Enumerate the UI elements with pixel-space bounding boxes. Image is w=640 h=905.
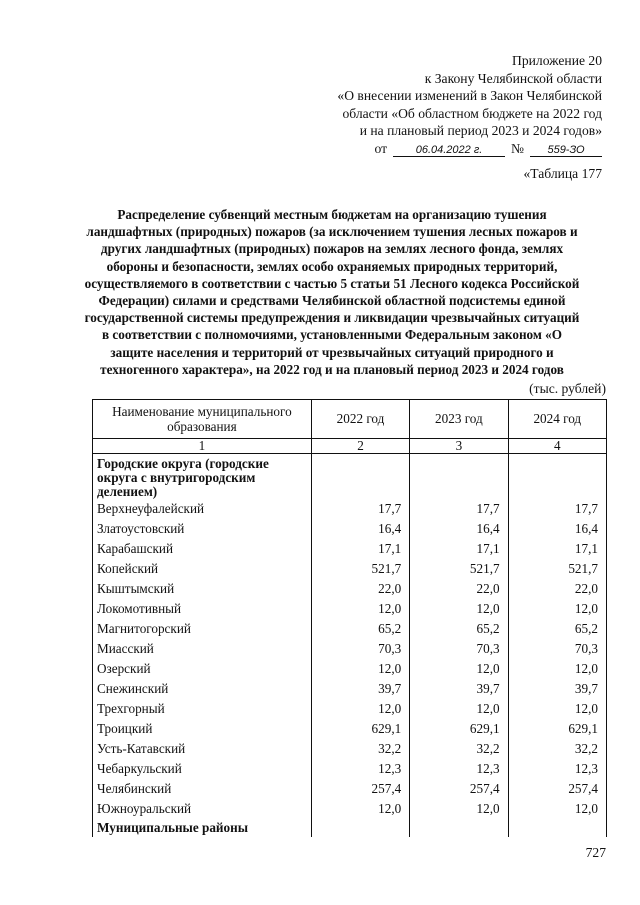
value-2023: 12,0	[410, 659, 508, 679]
value-2024: 629,1	[508, 719, 606, 739]
value-2022: 22,0	[311, 579, 409, 599]
units-label: (тыс. рублей)	[529, 381, 606, 396]
value-2023: 12,3	[410, 759, 508, 779]
value-2024: 12,0	[508, 659, 606, 679]
value-2024: 16,4	[508, 519, 606, 539]
municipality-name: Усть-Катавский	[93, 739, 312, 759]
municipality-name: Карабашский	[93, 539, 312, 559]
appendix-header	[337, 52, 602, 157]
value-2023: 32,2	[410, 739, 508, 759]
value-2023: 16,4	[410, 519, 508, 539]
table-row	[93, 719, 607, 739]
table-row	[93, 639, 607, 659]
value-2024: 70,3	[508, 639, 606, 659]
value-2024: 32,2	[508, 739, 606, 759]
value-2022: 39,7	[311, 679, 409, 699]
value-2023: 12,0	[410, 699, 508, 719]
page-number: 727	[585, 845, 606, 860]
value-2022: 16,4	[311, 519, 409, 539]
column-number: 1	[93, 439, 312, 454]
table-row	[93, 679, 607, 699]
section-row-urban	[93, 454, 607, 500]
table-row	[93, 759, 607, 779]
municipality-name: Златоустовский	[93, 519, 312, 539]
table-row	[93, 499, 607, 519]
from-label: от	[374, 140, 388, 156]
table-row	[93, 619, 607, 639]
value-2024: 65,2	[508, 619, 606, 639]
section-title: Муниципальные районы	[93, 819, 312, 837]
column-number: 3	[410, 439, 508, 454]
municipality-name: Миасский	[93, 639, 312, 659]
value-2024: 257,4	[508, 779, 606, 799]
value-2022: 521,7	[311, 559, 409, 579]
value-2024: 12,3	[508, 759, 606, 779]
column-header-name: Наименование муниципального образования	[93, 400, 312, 439]
value-2024: 17,7	[508, 499, 606, 519]
table-row	[93, 739, 607, 759]
document-title: Распределение субвенций местным бюджетам на организацию тушения ландшафтных (природных) пожаров (за исключением тушения лесных пожаров и других ландшафтных (природных) пожаров на землях лесного фонда, землях обороны и безопасности, землях особо охраняемых природных территорий, осуществляемого в соответствии с частью 5 статьи 51 Лесного кодекса Российской Федерации) силами и средствами Челябинской областной подсистемы единой государственной системы предупреждения и ликвидации чрезвычайных ситуаций в соответствии с полномочиями, установленными Федеральным законом «О защите населения и территорий от чрезвычайных ситуаций природного и техногенного характера», на 2022 год и на плановый период 2023 и 2024 годов	[84, 207, 580, 377]
table-body	[93, 454, 607, 838]
table-row	[93, 539, 607, 559]
table-row	[93, 519, 607, 539]
value-2023: 70,3	[410, 639, 508, 659]
column-number: 2	[311, 439, 409, 454]
header-line: области «Об областном бюджете на 2022 год	[342, 105, 602, 121]
law-number: 559-ЗО	[530, 144, 602, 157]
value-2022: 629,1	[311, 719, 409, 739]
municipality-name: Магнитогорский	[93, 619, 312, 639]
value-2024: 17,1	[508, 539, 606, 559]
municipality-name: Озерский	[93, 659, 312, 679]
column-header-2023: 2023 год	[410, 400, 508, 439]
municipality-name: Трехгорный	[93, 699, 312, 719]
value-2024: 39,7	[508, 679, 606, 699]
section-title: Городские округа (городские округа с внутригородским делением)	[93, 454, 312, 500]
municipality-name: Копейский	[93, 559, 312, 579]
municipality-name: Челябинский	[93, 779, 312, 799]
value-2023: 12,0	[410, 799, 508, 819]
table-row	[93, 659, 607, 679]
table-row	[93, 699, 607, 719]
value-2022: 12,0	[311, 699, 409, 719]
value-2023: 12,0	[410, 599, 508, 619]
value-2022: 17,7	[311, 499, 409, 519]
value-2023: 22,0	[410, 579, 508, 599]
value-2023: 39,7	[410, 679, 508, 699]
header-line: Приложение 20	[512, 53, 602, 68]
value-2022: 32,2	[311, 739, 409, 759]
value-2023: 521,7	[410, 559, 508, 579]
municipality-name: Южноуральский	[93, 799, 312, 819]
value-2022: 257,4	[311, 779, 409, 799]
value-2023: 257,4	[410, 779, 508, 799]
value-2022: 65,2	[311, 619, 409, 639]
municipality-name: Верхнеуфалейский	[93, 499, 312, 519]
value-2023: 17,7	[410, 499, 508, 519]
column-number-row	[93, 439, 607, 454]
value-2022: 12,0	[311, 599, 409, 619]
table-row	[93, 599, 607, 619]
signature-line	[337, 140, 602, 158]
value-2022: 12,0	[311, 799, 409, 819]
value-2024: 521,7	[508, 559, 606, 579]
number-label: №	[511, 140, 524, 156]
value-2022: 17,1	[311, 539, 409, 559]
value-2022: 12,0	[311, 659, 409, 679]
subsidies-table	[92, 399, 607, 837]
table-row	[93, 559, 607, 579]
table-label: «Таблица 177	[523, 166, 602, 181]
municipality-name: Кыштымский	[93, 579, 312, 599]
table-row	[93, 579, 607, 599]
table-header-row	[93, 400, 607, 439]
table-row	[93, 779, 607, 799]
header-line: и на плановый период 2023 и 2024 годов»	[359, 123, 602, 138]
header-line: к Закону Челябинской области	[424, 70, 602, 86]
municipality-name: Локомотивный	[93, 599, 312, 619]
value-2023: 629,1	[410, 719, 508, 739]
municipality-name: Чебаркульский	[93, 759, 312, 779]
section-row-districts	[93, 819, 607, 837]
table-row	[93, 799, 607, 819]
value-2024: 12,0	[508, 699, 606, 719]
value-2023: 65,2	[410, 619, 508, 639]
column-header-2022: 2022 год	[311, 400, 409, 439]
column-header-2024: 2024 год	[508, 400, 606, 439]
value-2023: 17,1	[410, 539, 508, 559]
municipality-name: Снежинский	[93, 679, 312, 699]
column-number: 4	[508, 439, 606, 454]
header-line: «О внесении изменений в Закон Челябинской	[337, 88, 602, 103]
law-date: 06.04.2022 г.	[393, 144, 505, 157]
value-2024: 22,0	[508, 579, 606, 599]
municipality-name: Троицкий	[93, 719, 312, 739]
value-2022: 12,3	[311, 759, 409, 779]
value-2022: 70,3	[311, 639, 409, 659]
value-2024: 12,0	[508, 799, 606, 819]
value-2024: 12,0	[508, 599, 606, 619]
